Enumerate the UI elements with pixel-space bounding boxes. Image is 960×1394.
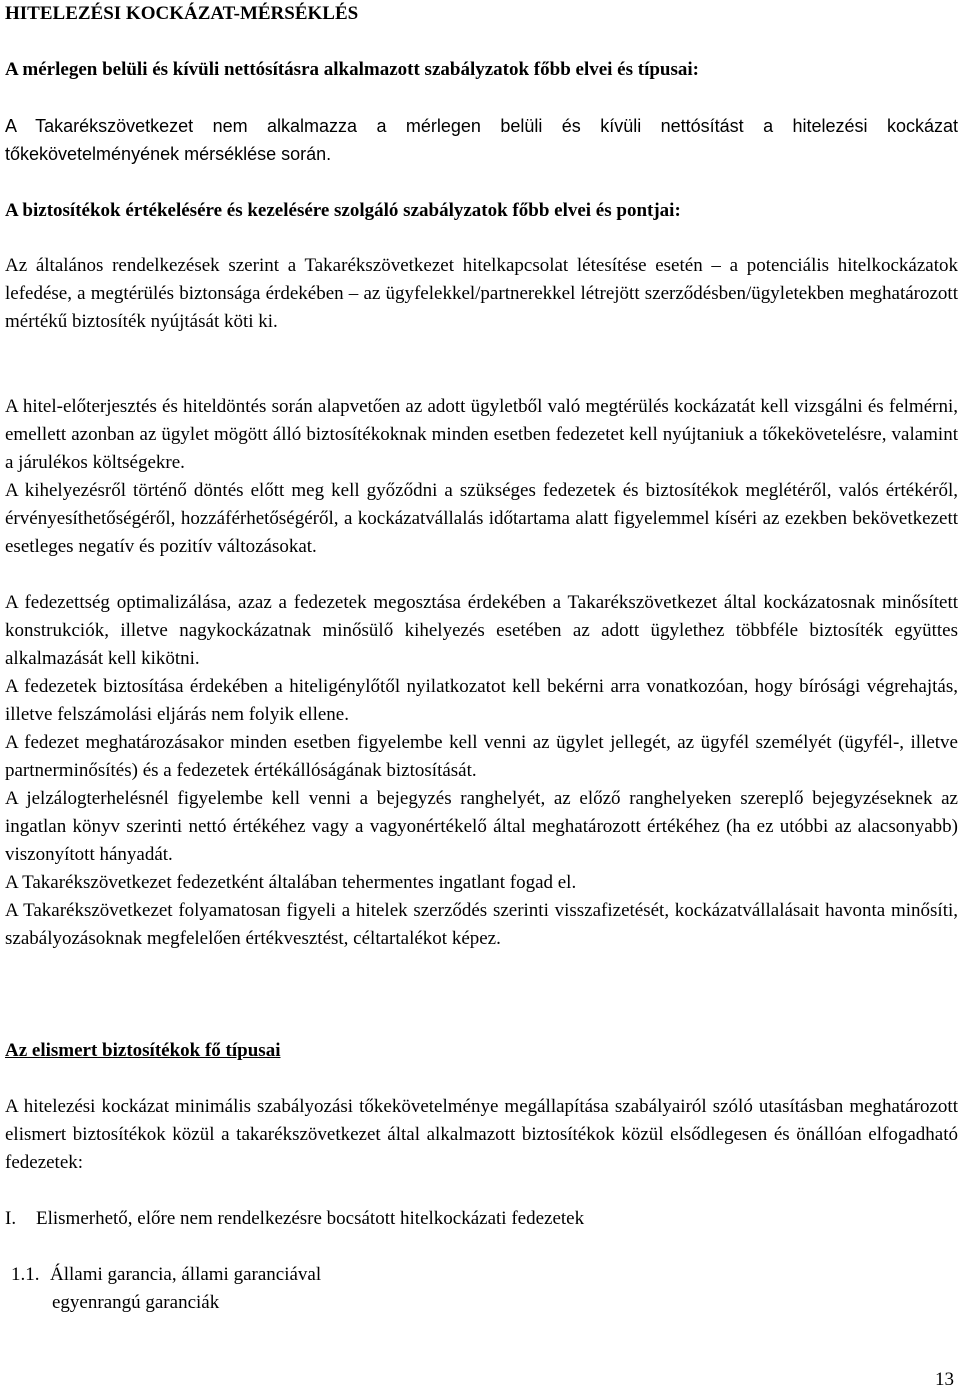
section2-heading: A biztosítékok értékelésére és kezelésére szolgáló szabályzatok főbb elvei és pontjai: (5, 200, 681, 221)
page-title: HITELEZÉSI KOCKÁZAT-MÉRSÉKLÉS (5, 3, 359, 24)
sub-list-item-text-line1: Állami garancia, állami garanciával (50, 1264, 322, 1285)
section2-paragraph-1: A hitel-előterjesztés és hiteldöntés során alapvetően az adott ügyletből való megtérülés kockázatát kell vizsgálni és felmérni, emellett azonban az ügylet mögött álló biztosítékoknak minden esetben fedezetet kell nyújtaniuk a tőkekövetelésre, valamint a járulékos költségekre. (5, 396, 958, 473)
section2-paragraph-5: A fedezet meghatározásakor minden esetben figyelembe kell venni az ügylet jellegét, az ügyfél személyét (ügyfél-, illetve partnerminősítés) és a fedezetek értékállóságának biztosítását. (5, 732, 958, 781)
section2-intro: Az általános rendelkezések szerint a Takarékszövetkezet hitelkapcsolat létesítése esetén – a potenciális hitelkockázatok lefedése, a megtérülés biztonsága érdekében – az ügyfelekkel/partnerekkel létrejött szerződésben/ügyletekben meghatározott mértékű biztosíték nyújtását köti ki. (5, 255, 958, 332)
list-item-number: I. (5, 1208, 17, 1229)
page-number: 13 (935, 1369, 954, 1390)
section3-intro: A hitelezési kockázat minimális szabályozási tőkekövetelménye megállapítása szabályairól szóló utasításban meghatározott elismert biztosítékok közül a takarékszövetkezet által alkalmazott biztosítékok közül elsődlegesen és önállóan elfogadható fedezetek: (5, 1096, 958, 1173)
section2-paragraph-3: A fedezettség optimalizálása, azaz a fedezetek megosztása érdekében a Takarékszövetkezet által kockázatosnak minősített konstrukciók, illetve nagykockázatnak minősülő kihelyezés esetében az adott ügylethez többféle biztosíték együttes alkalmazását kell kikötni. (5, 592, 958, 669)
document-page (5, 0, 958, 1389)
sub-list-item-number: 1.1. (11, 1264, 40, 1285)
section2-paragraph-7: A Takarékszövetkezet fedezetként általában tehermentes ingatlant fogad el. (5, 872, 577, 893)
section2-paragraph-6: A jelzálogterhelésnél figyelembe kell venni a bejegyzés ranghelyét, az előző ranghelyeken szereplő bejegyzéseknek az ingatlan könyv szerinti nettó értékéhez vagy a vagyonértékelő által meghatározott értékéhez (ha ez utóbbi az alacsonyabb) viszonyított hányadát. (5, 788, 958, 865)
section2-paragraph-8: A Takarékszövetkezet folyamatosan figyeli a hitelek szerződés szerinti visszafizetését, kockázatvállalásait havonta minősíti, szabályozásoknak megfelelően értékvesztést, céltartalékot képez. (5, 900, 958, 949)
section1-text: A Takarékszövetkezet nem alkalmazza a mérlegen belüli és kívüli nettósítást a hitelezési kockázat tőkekövetelményének mérséklése során. (5, 116, 958, 164)
section1-heading: A mérlegen belüli és kívüli nettósításra alkalmazott szabályzatok főbb elvei és típusai: (5, 59, 700, 80)
section2-paragraph-2: A kihelyezésről történő döntés előtt meg kell győződni a szükséges fedezetek és biztosítékok meglétéről, valós értékéről, érvényesíthetőségéről, hozzáférhetőségéről, a kockázatvállalás időtartama alatt figyelemmel kíséri az ezekben bekövetkezett esetleges negatív és pozitív változásokat. (5, 480, 958, 557)
section3-heading: Az elismert biztosítékok fő típusai (5, 1040, 281, 1061)
sub-list-item-text-line2: egyenrangú garanciák (52, 1292, 220, 1313)
list-item-text: Elismerhető, előre nem rendelkezésre bocsátott hitelkockázati fedezetek (36, 1208, 585, 1229)
section2-paragraph-4: A fedezetek biztosítása érdekében a hiteligénylőtől nyilatkozatot kell bekérni arra vonatkozóan, hogy bírósági végrehajtás, illetve felszámolási eljárás nem folyik ellene. (5, 676, 958, 725)
